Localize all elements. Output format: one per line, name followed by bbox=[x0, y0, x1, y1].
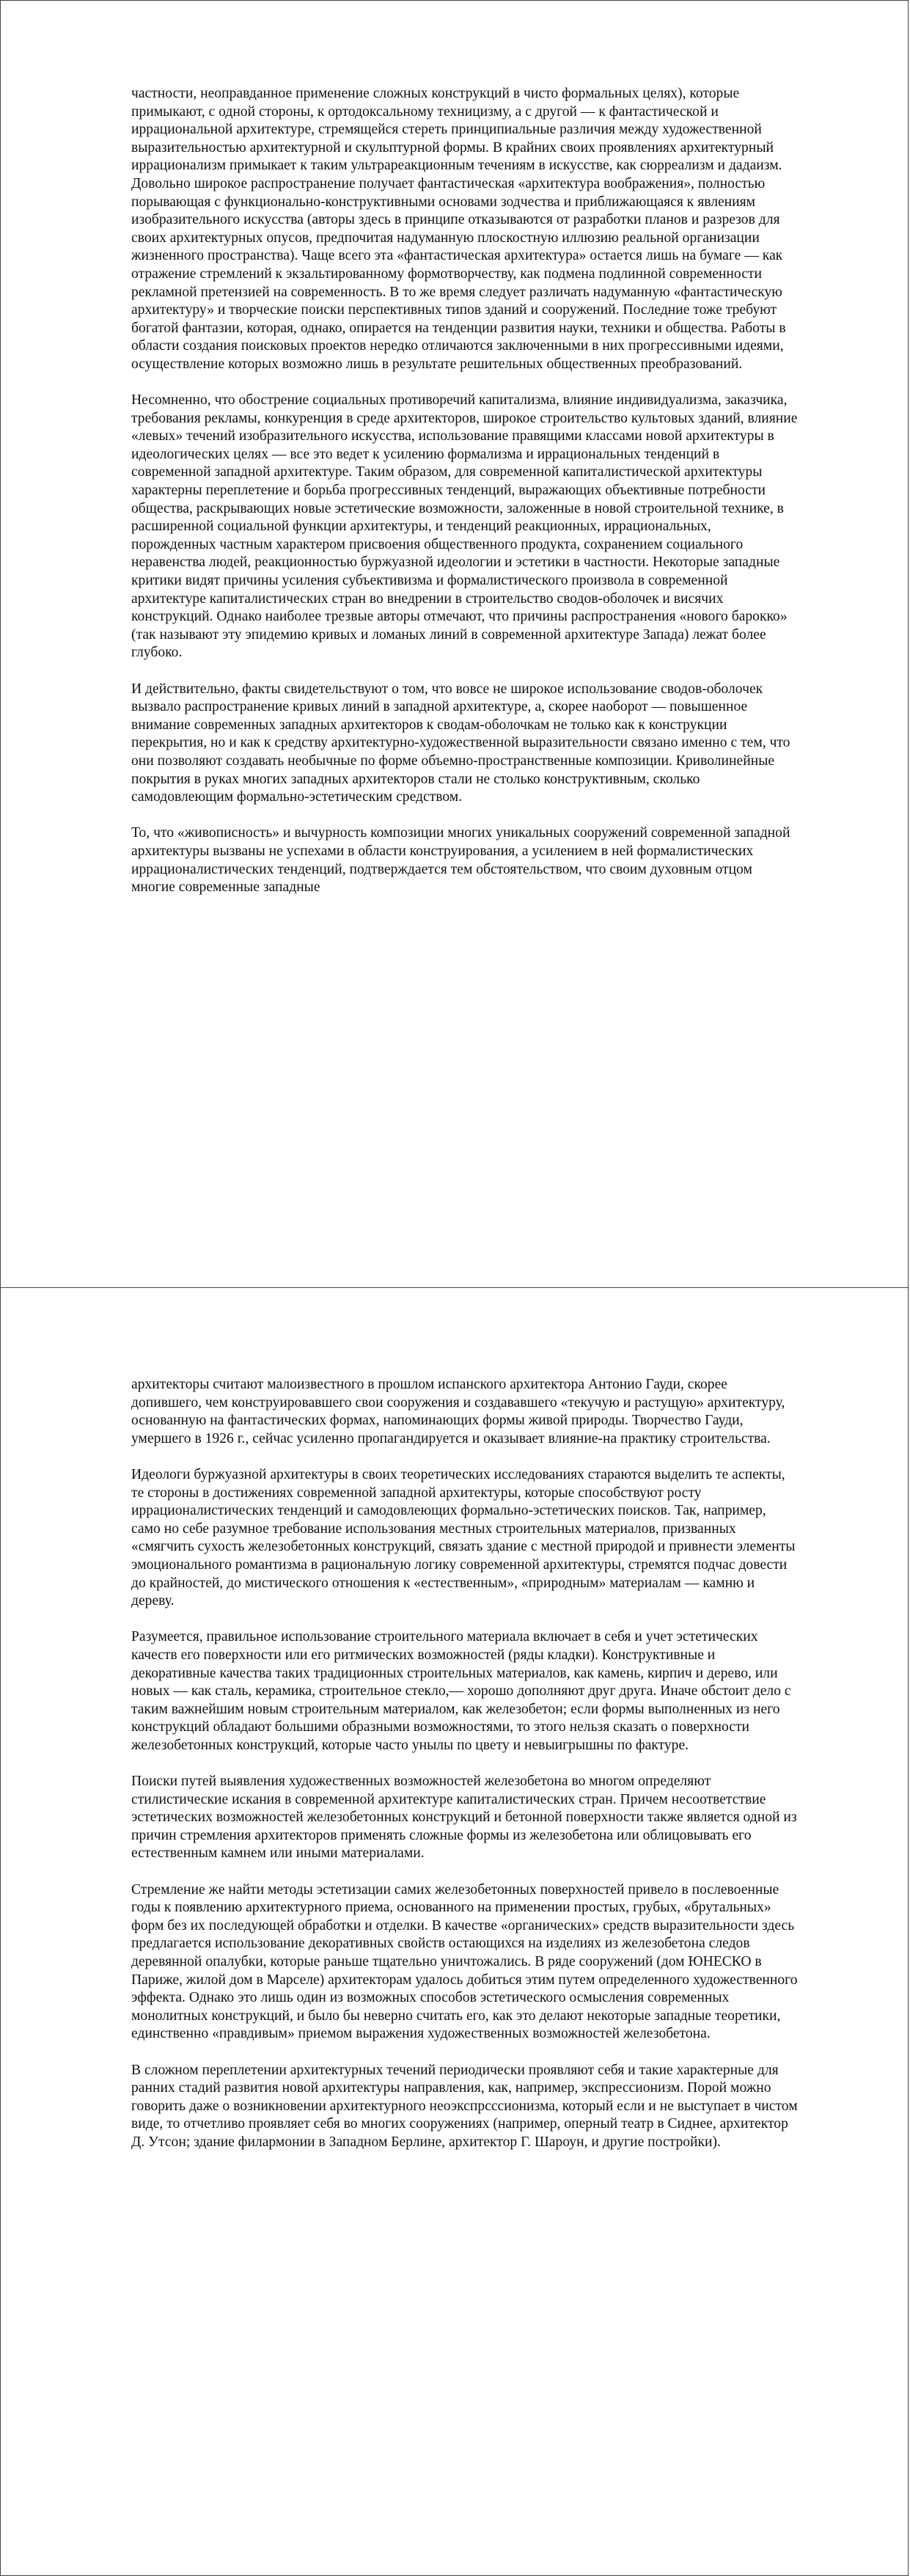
paragraph: То, что «живописность» и вычурность композиции многих уникальных сооружений современной западной архитектуры вызваны не успехами в области конструирования, а усилением в ней формалистических иррационалистических тенденций, подтверждается тем обстоятельством, что своим духовным отцом многие современные западные bbox=[131, 825, 790, 896]
paragraph: Несомненно, что обострение социальных противоречий капитализма, влияние индивидуализма, заказчика, требования рекламы, конкуренция в среде архитекторов, широкое строительство культовых зданий, влияние «левых» течений изобразительного искусства, использование правящими классами новой архитектуры в идеологических целях — все это ведет к усилению формализма и иррациональных тенденций в современной западной архитектуре. Таким образом, для современной капиталистической архитектуры характерны переплетение и борьба прогрессивных тенденций, выражающих объективные потребности общества, раскрывающих новые эстетические возможности, заложенные в новой строительной технике, в расширенной социальной функции архитектуры, и тенденций реакционных, иррациональных, порожденных частным характером присвоения общественного продукта, сохранением социального неравенства людей, реакционностью буржуазной идеологии и эстетики в частности. Некоторые западные критики видят причины усиления субъективизма и формалистического произвола в современной архитектуре капиталистических стран во внедрении в строительство сводов-оболочек и висячих конструкций. Однако наиболее трезвые авторы отмечают, что причины распространения «нового барокко» (так называют эту эпидемию кривых и ломаных линий в современной архитектуре Запада) лежат более глубоко. bbox=[131, 392, 798, 661]
paragraph: архитекторы считают малоизвестного в прошлом испанского архитектора Антонио Гауди, скорее допившего, чем конструировавшего свои сооружения и создававшего «текучую и растущую» архитектуру, основанную на фантастических формах, напоминающих формы живой природы. Творчество Гауди, умершего в 1926 г., сейчас усиленно пропагандируется и оказывает влияние-на практику строительства. bbox=[131, 1377, 785, 1446]
paragraph: Поиски путей выявления художественных возможностей железобетона во многом определяют стилистические искания в современной архитектуре капиталистических стран. Причем несоответствие эстетических возможностей железобетонных конструкций и бетонной поверхности также является одной из причин стремления архитекторов применять сложные формы из железобетона или облицовывать его естественным камнем или иными материалами. bbox=[131, 1774, 797, 1862]
page-1-text bbox=[131, 85, 799, 915]
paragraph: Идеологи буржуазной архитектуры в своих теоретических исследованиях стараются выделить те аспекты, те стороны в достижениях современной западной архитектуры, которые способствуют росту иррационалистических тенденций и самодовлеющих формально-эстетических поисков. Так, например, само но себе разумное требование использования местных строительных материалов, призванных «смягчить сухость железобетонных конструкций, связать здание с местной природой и привнести элементы эмоционального романтизма в рациональную логику современной архитектуры, стремятся подчас довести до крайностей, до мистического отношения к «естественным», «природным» материалам — камню и дереву. bbox=[131, 1466, 796, 1609]
paragraph: В сложном переплетении архитектурных течений периодически проявляют себя и такие характерные для ранних стадий развития новой архитектуры направления, как, например, экспрессионизм. Порой можно говорить даже о возникновении архитектурного неоэкспрсссионизма, который если и не выступает в чистом виде, то отчетливо проявляет себя во многих сооружениях (например, оперный театр в Сиднее, архитектор Д. Утсон; здание филармонии в Западном Берлине, архитектор Г. Шароун, и другие постройки). bbox=[131, 2062, 798, 2150]
page-2 bbox=[0, 1287, 909, 2576]
paragraph: Разумеется, правильное использование строительного материала включает в себя и учет эстетических качеств его поверхности или его ритмических возможностей (ряды кладки). Конструктивные и декоративные качества таких традиционных строительных материалов, как камень, кирпич и дерево, или новых — как сталь, керамика, строительное стекло,— хорошо дополняют друг друга. Иначе обстоит дело с таким важнейшим новым строительным материалом, как железобетон; если формы выполненных из него конструкций обладают большими образными возможностями, то этого нельзя сказать о поверхности железобетонных конструкций, которые часто унылы по цвету и невыигрышны по фактуре. bbox=[131, 1629, 791, 1753]
page-1 bbox=[0, 0, 909, 1288]
paragraph: И действительно, факты свидетельствуют о том, что вовсе не широкое использование сводов-оболочек вызвало распространение кривых линий в западной архитектуре, а, скорее наоборот — повышенное внимание современных западных архитекторов к сводам-оболочкам не только как к конструкции перекрытия, но и как к средству архитектурно-художественной выразительности связано именно с тем, что они позволяют создавать необычные по форме объемно-пространственные композиции. Криволинейные покрытия в руках многих западных архитекторов стали не столько конструктивным, сколько самодовлеющим формально-эстетическим средством. bbox=[131, 681, 790, 805]
paragraph: частности, неоправданное применение сложных конструкций в чисто формальных целях), которые примыкают, с одной стороны, к ортодоксальному техницизму, а с другой — к фантастической и иррациональной архитектуре, стремящейся стереть принципиальные различия между художественной выразительностью архитектурной и скульптурной формы. В крайних своих проявлениях архитектурный иррационализм примыкает к таким ультрареакционным течениям в искусстве, как сюрреализм и дадаизм. Довольно широкое распространение получает фантастическая «архитектура воображения», полностью порывающая с функционально-конструктивными основами зодчества и приближающаяся к явлениям изобразительного искусства (авторы здесь в принципе отказываются от разработки планов и разрезов для своих архитектурных опусов, предпочитая надуманную плоскостную иллюзию реальной организации жизненного пространства). Чаще всего эта «фантастическая архитектура» остается лишь на бумаге — как отражение стремлений к экзальтированному формотворчеству, как подмена подлинной современности рекламной претензией на современность. В то же время следует различать надуманную «фантастическую архитектуру» и творческие поиски перспективных типов зданий и сооружений. Последние тоже требуют богатой фантазии, которая, однако, опирается на тенденции развития науки, техники и общества. Работы в области создания поисковых проектов нередко отличаются заключенными в них прогрессивными идеями, осуществление которых возможно лишь в результате решительных общественных преобразований. bbox=[131, 86, 786, 372]
page-2-text bbox=[131, 1376, 799, 2170]
paragraph: Стремление же найти методы эстетизации самих железобетонных поверхностей привело в послевоенные годы к появлению архитектурного приема, основанного на применении простых, грубых, «брутальных» форм без их последующей обработки и отделки. В качестве «органических» средств выразительности здесь предлагается использование декоративных свойств остающихся на изделиях из железобетона следов деревянной опалубки, которые раньше тщательно уничтожались. В ряде сооружений (дом ЮНЕСКО в Париже, жилой дом в Марселе) архитекторам удалось добиться этим путем определенного художественного эффекта. Однако это лишь один из возможных способов эстетического осмысления современных монолитных конструкций, и было бы неверно считать его, как это делают некоторые западные теоретики, единственно «правдивым» приемом выражения художественных возможностей железобетона. bbox=[131, 1881, 798, 2042]
